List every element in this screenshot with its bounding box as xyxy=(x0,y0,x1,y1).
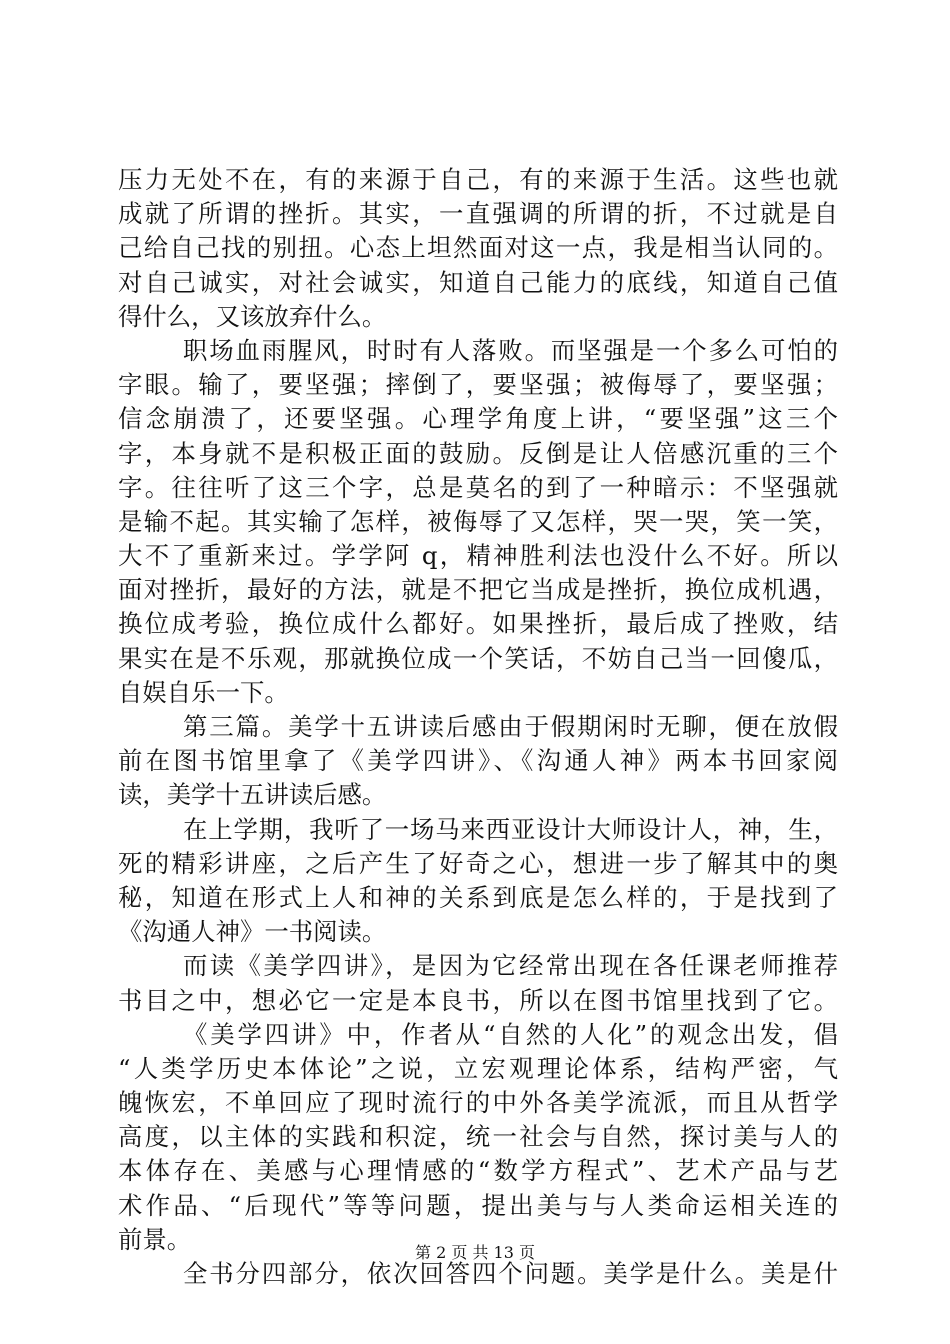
text-line: 前景。 xyxy=(118,1224,192,1254)
text-line: 成就了所谓的挫折。其实，一直强调的所谓的折，不过就是自 xyxy=(118,199,838,229)
text-line: 死的精彩讲座，之后产生了好奇之心，想进一步了解其中的奥 xyxy=(118,848,838,878)
text-line: 果实在是不乐观，那就换位成一个笑话，不妨自己当一回傻瓜， xyxy=(118,643,838,673)
text-line: 全书分四部分，依次回答四个问题。美学是什么。美是什 xyxy=(183,1259,838,1288)
text-line: 秘，知道在形式上人和神的关系到底是怎么样的，于是找到了 xyxy=(118,882,838,912)
text-line: 书目之中，想必它一定是本良书，所以在图书馆里找到了它。 xyxy=(118,985,838,1015)
text-line: 是输不起。其实输了怎样，被侮辱了又怎样，哭一哭，笑一笑， xyxy=(118,506,838,536)
text-line: 大不了重新来过。学学阿 q，精神胜利法也没什么不好。所以 xyxy=(118,541,838,571)
text-line: 魄恢宏，不单回应了现时流行的中外各美学流派，而且从哲学 xyxy=(118,1088,838,1118)
text-line: 字。往往听了这三个字，总是莫名的到了一种暗示：不坚强就 xyxy=(118,472,838,502)
text-line: 高度，以主体的实践和积淀，统一社会与自然，探讨美与人的 xyxy=(118,1122,838,1152)
text-line: 自娱自乐一下。 xyxy=(118,677,289,707)
text-line: 本体存在、美感与心理情感的“数学方程式”、艺术产品与艺 xyxy=(118,1156,838,1186)
text-line: 第三篇。美学十五讲读后感由于假期闲时无聊，便在放假 xyxy=(183,712,838,741)
text-line: 字眼。输了，要坚强；摔倒了，要坚强；被侮辱了，要坚强； xyxy=(118,370,838,400)
text-line: 职场血雨腥风，时时有人落败。而坚强是一个多么可怕的 xyxy=(183,335,838,365)
text-line: 《美学四讲》中，作者从“自然的人化”的观念出发，倡 xyxy=(183,1019,838,1049)
text-line: 《沟通人神》一书阅读。 xyxy=(118,917,387,947)
text-line: 字，本身就不是积极正面的鼓励。反倒是让人倍感沉重的三个 xyxy=(118,438,838,468)
text-line: 术作品、“后现代”等等问题，提出美与与人类命运相关连的 xyxy=(118,1190,838,1220)
text-line: 信念崩溃了，还要坚强。心理学角度上讲，“要坚强”这三个 xyxy=(118,404,838,434)
body-text xyxy=(118,163,838,1291)
text-line: 面对挫折，最好的方法，就是不把它当成是挫折，换位成机遇， xyxy=(118,575,838,605)
text-line: 换位成考验，换位成什么都好。如果挫折，最后成了挫败，结 xyxy=(118,609,838,639)
text-line: 在上学期，我听了一场马来西亚设计大师设计人，神，生， xyxy=(183,814,838,844)
text-line: 压力无处不在，有的来源于自己，有的来源于生活。这些也就 xyxy=(118,165,838,194)
page-footer: 第 2 页 共 13 页 xyxy=(415,1243,535,1262)
text-line: 对自己诚实，对社会诚实，知道自己能力的底线，知道自己值 xyxy=(118,267,838,297)
text-line: 前在图书馆里拿了《美学四讲》、《沟通人神》两本书回家阅 xyxy=(118,746,838,776)
text-line: 得什么，又该放弃什么。 xyxy=(118,301,387,331)
text-line: “人类学历史本体论”之说，立宏观理论体系，结构严密，气 xyxy=(118,1053,838,1083)
text-line: 己给自己找的别扭。心态上坦然面对这一点，我是相当认同的。 xyxy=(118,233,838,263)
text-line: 读，美学十五讲读后感。 xyxy=(118,780,387,810)
text-line: 而读《美学四讲》，是因为它经常出现在各任课老师推荐 xyxy=(183,951,838,981)
